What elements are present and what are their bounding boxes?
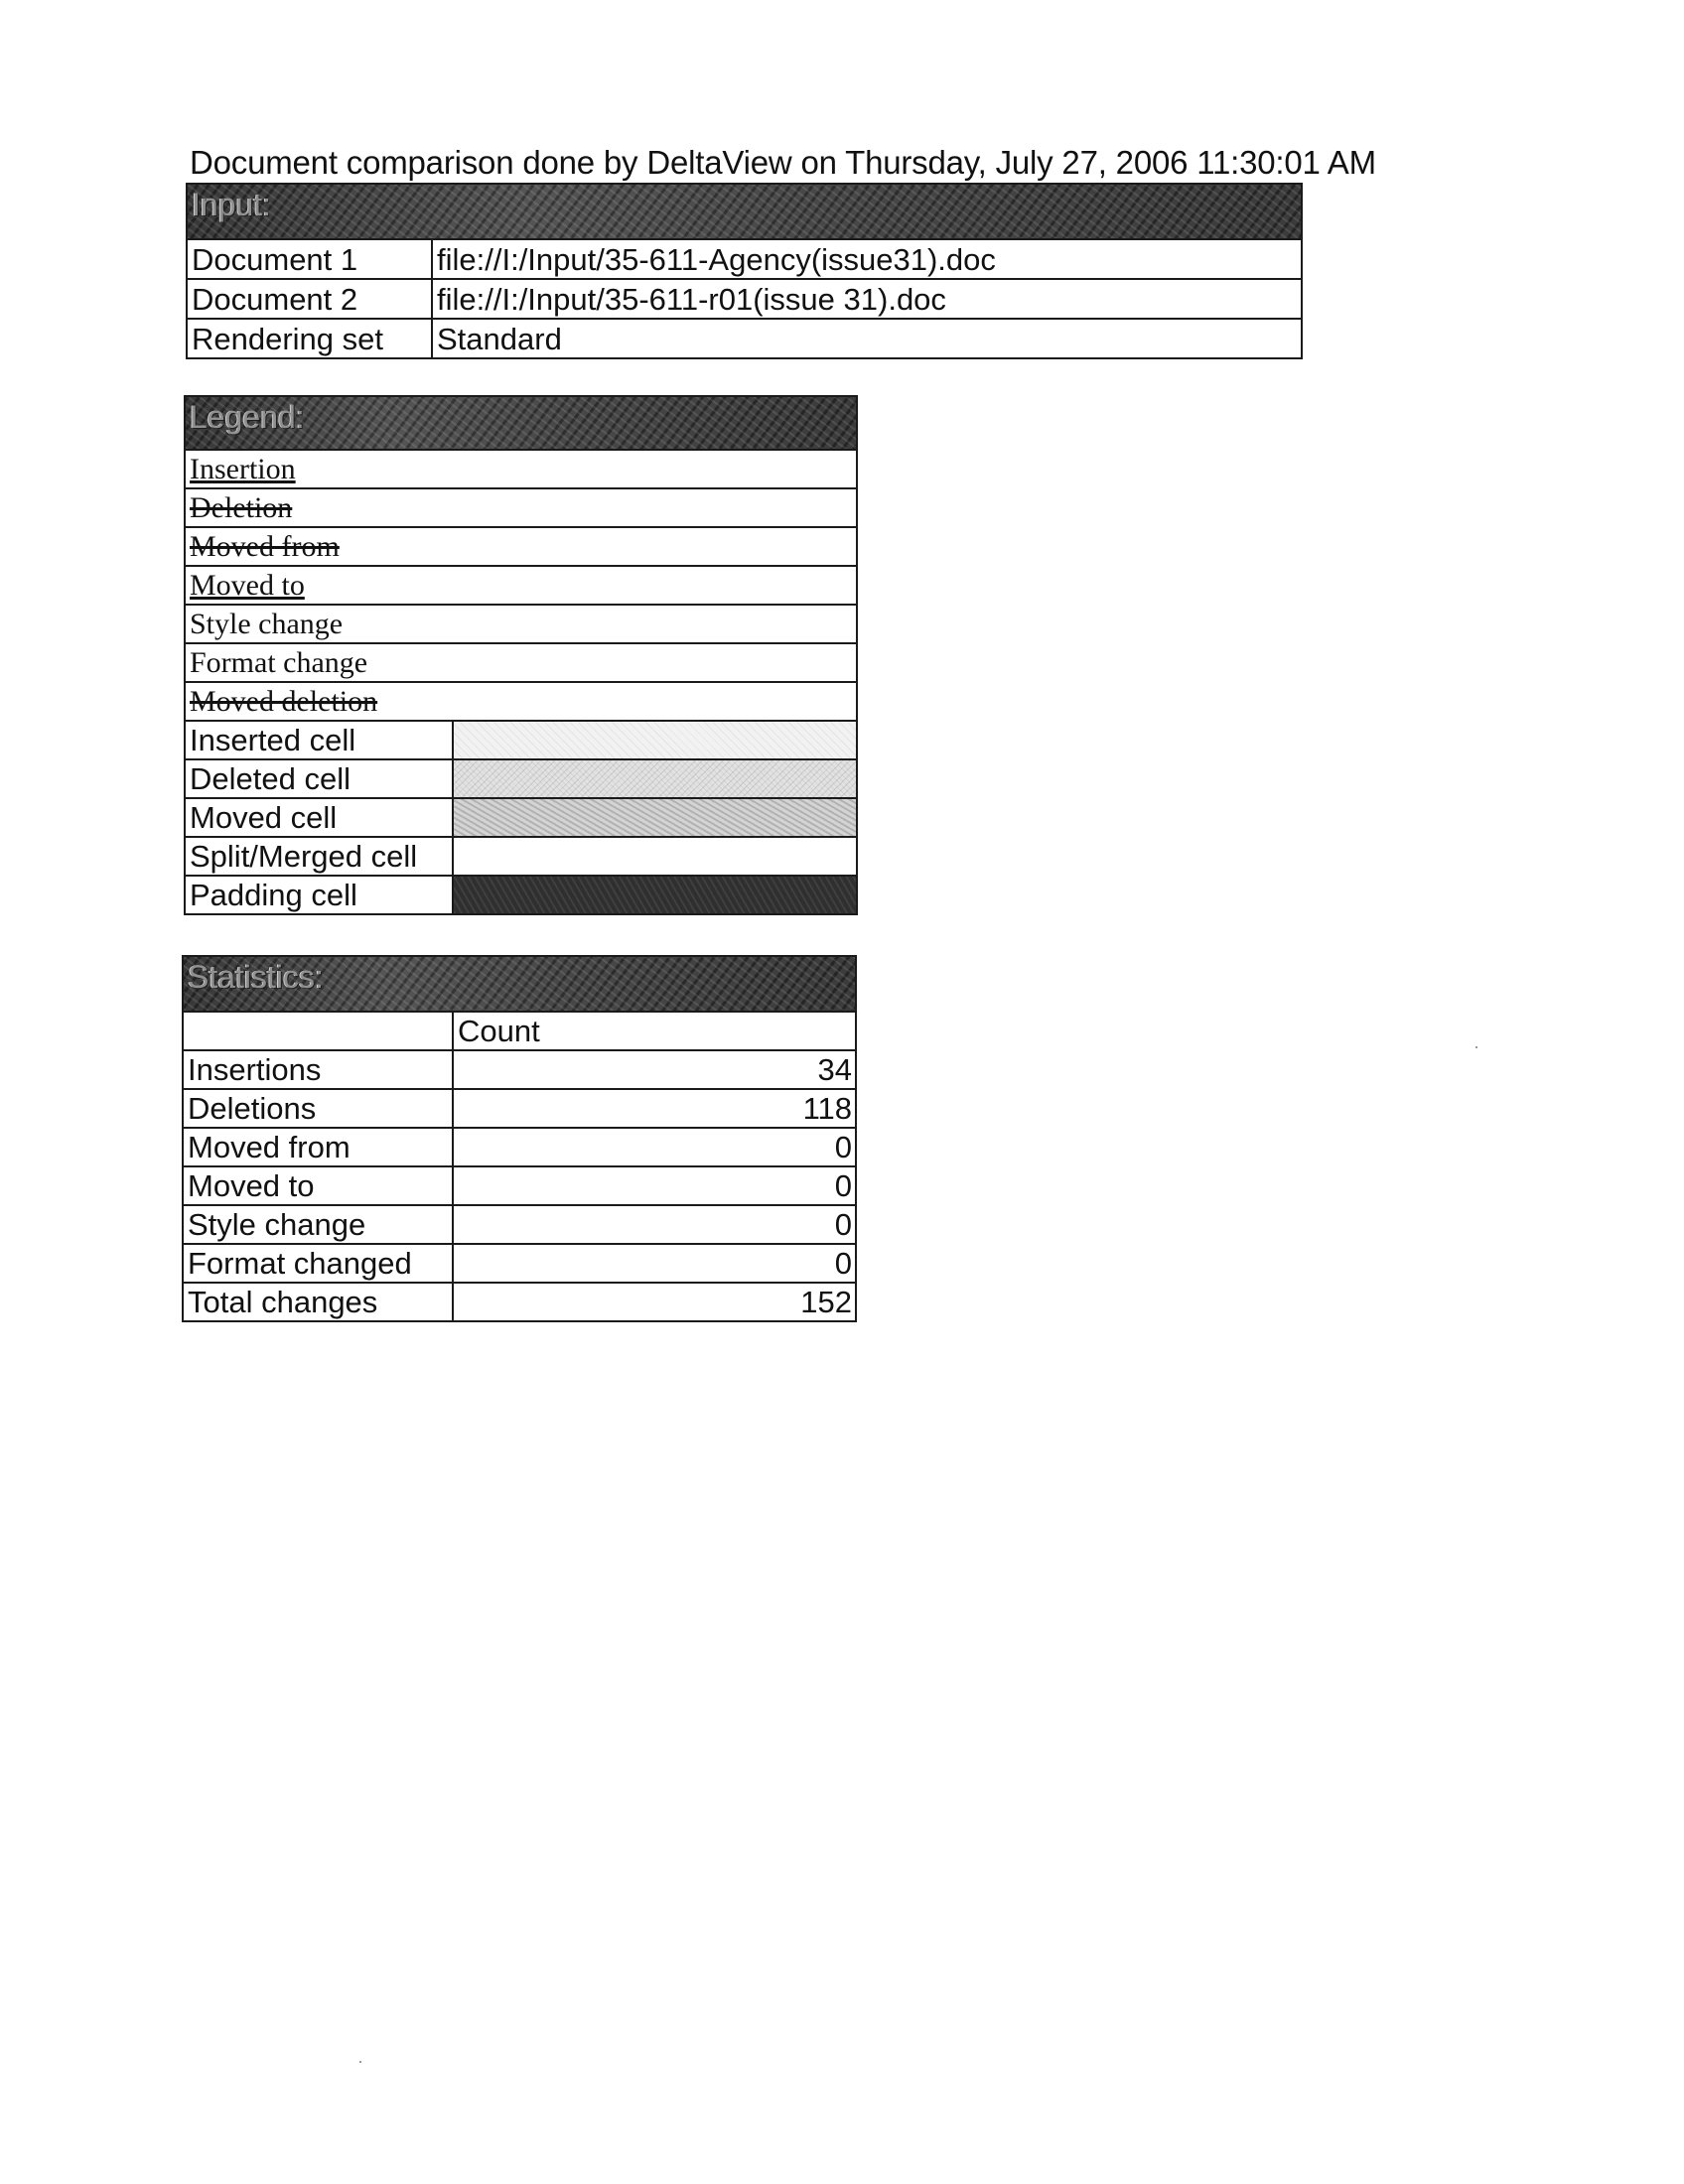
legend-row-format-change: [185, 643, 857, 682]
statistic-count: 118: [453, 1089, 856, 1128]
deleted-cell-swatch: [453, 759, 857, 798]
moved-cell-swatch: [453, 798, 857, 837]
count-column-header: Count: [453, 1012, 856, 1050]
split-merged-cell-swatch: [453, 837, 857, 876]
input-row-document-2: [187, 279, 1302, 319]
legend-cell-label: Split/Merged cell: [185, 837, 453, 876]
statistics-section-header: [183, 956, 856, 1012]
legend-title: Legend:: [190, 399, 305, 435]
input-label: Document 2: [187, 279, 432, 319]
scan-speck: [359, 2061, 361, 2063]
statistics-header-row: [183, 1012, 856, 1050]
statistics-empty-header: [183, 1012, 453, 1050]
legend-row-inserted-cell: [185, 721, 857, 759]
legend-insertion-label: Insertion: [190, 453, 296, 485]
statistics-table: [182, 955, 857, 1322]
input-value: file://I:/Input/35-611-Agency(issue31).doc: [432, 239, 1302, 279]
legend-deletion-label: Deletion: [190, 491, 293, 524]
comparison-header: Document comparison done by DeltaView on Thursday, July 27, 2006 11:30:01 AM: [190, 144, 1376, 181]
legend-cell-label: Inserted cell: [185, 721, 453, 759]
legend-moved-deletion-label: Moved deletion: [190, 685, 378, 718]
input-row-rendering-set: [187, 319, 1302, 358]
input-table: [186, 183, 1303, 359]
input-section-header: [187, 184, 1302, 239]
legend-row-split-merged-cell: [185, 837, 857, 876]
statistic-label: Moved to: [183, 1166, 453, 1205]
table-row: [183, 1166, 856, 1205]
statistic-count: 0: [453, 1205, 856, 1244]
table-row: [183, 1089, 856, 1128]
statistic-label: Deletions: [183, 1089, 453, 1128]
legend-row-insertion: [185, 450, 857, 488]
input-label: Rendering set: [187, 319, 432, 358]
statistics-title: Statistics:: [188, 959, 324, 995]
legend-style-change-label: Style change: [190, 608, 344, 640]
statistic-label: Style change: [183, 1205, 453, 1244]
statistic-label: Format changed: [183, 1244, 453, 1283]
statistic-label: Insertions: [183, 1050, 453, 1089]
legend-cell-label: Padding cell: [185, 876, 453, 914]
table-row: [183, 1205, 856, 1244]
input-title: Input:: [192, 187, 272, 222]
legend-row-moved-cell: [185, 798, 857, 837]
legend-table: [184, 395, 858, 915]
legend-row-deletion: [185, 488, 857, 527]
legend-row-deleted-cell: [185, 759, 857, 798]
statistic-count: 34: [453, 1050, 856, 1089]
statistic-count: 0: [453, 1244, 856, 1283]
legend-row-style-change: [185, 605, 857, 643]
legend-section-header: [185, 396, 857, 450]
legend-cell-label: Deleted cell: [185, 759, 453, 798]
legend-row-moved-from: [185, 527, 857, 566]
legend-moved-to-label: Moved to: [190, 569, 305, 602]
input-row-document-1: [187, 239, 1302, 279]
table-row: [183, 1283, 856, 1321]
legend-cell-label: Moved cell: [185, 798, 453, 837]
inserted-cell-swatch: [453, 721, 857, 759]
statistic-count: 0: [453, 1128, 856, 1166]
statistic-count: 0: [453, 1166, 856, 1205]
input-value: Standard: [432, 319, 1302, 358]
scan-speck: [1475, 1046, 1477, 1048]
statistic-label: Moved from: [183, 1128, 453, 1166]
table-row: [183, 1050, 856, 1089]
legend-moved-from-label: Moved from: [190, 530, 340, 563]
table-row: [183, 1128, 856, 1166]
statistic-count: 152: [453, 1283, 856, 1321]
input-label: Document 1: [187, 239, 432, 279]
legend-row-moved-to: [185, 566, 857, 605]
padding-cell-swatch: [453, 876, 857, 914]
legend-row-moved-deletion: [185, 682, 857, 721]
legend-format-change-label: Format change: [190, 646, 368, 679]
statistic-label: Total changes: [183, 1283, 453, 1321]
input-value: file://I:/Input/35-611-r01(issue 31).doc: [432, 279, 1302, 319]
legend-row-padding-cell: [185, 876, 857, 914]
table-row: [183, 1244, 856, 1283]
